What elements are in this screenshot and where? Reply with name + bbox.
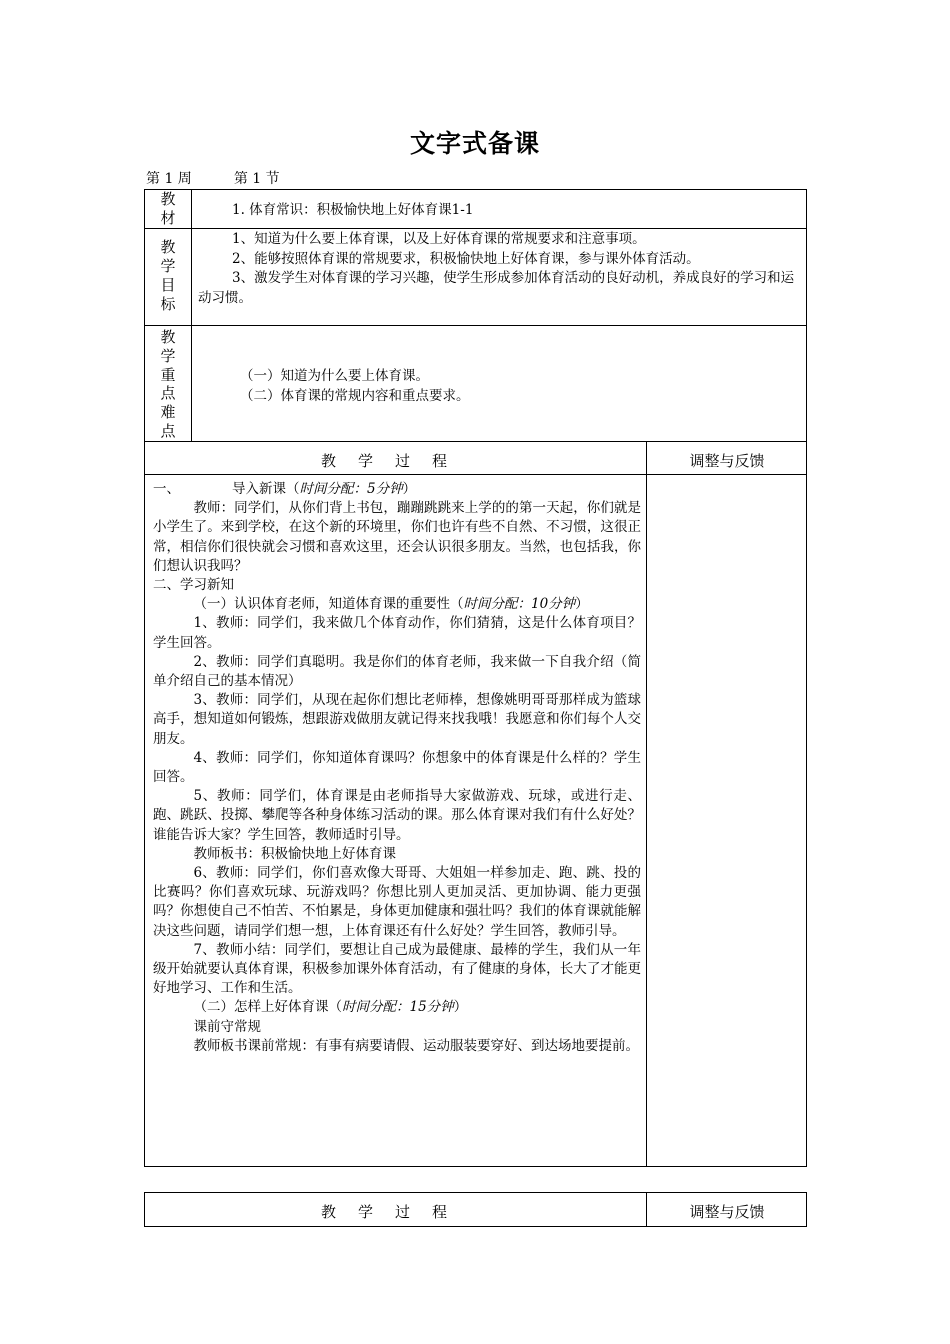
step-item: 2、教师：同学们真聪明。我是你们的体育老师，我来做一下自我介绍（简单介绍自己的基本情况） — [153, 653, 641, 690]
focus-item: （一）知道为什么要上体育课。 — [240, 368, 429, 384]
objective-item: 1、知道为什么要上体育课，以及上好体育课的常规要求和注意事项。 — [232, 231, 646, 247]
process-content — [153, 480, 641, 1056]
objectives-label: 教 学 目 标 — [160, 238, 176, 313]
process-header-continued: 教学过程 — [320, 1203, 469, 1221]
part1-title: （一）认识体育老师，知道体育课的重要性（时间分配：10分钟） — [193, 596, 589, 613]
rules-heading: 课前守常规 — [193, 1018, 261, 1035]
week-section-line — [146, 168, 280, 188]
intro-heading: 一、 导入新课（时间分配：5分钟） — [153, 481, 417, 497]
step-item: 7、教师小结：同学们，要想让自己成为最健康、最棒的学生，我们从一年级开始就要认真体育课，积极参加课外体育活动，有了健康的身体，长大了才能更好地学习、工作和生活。 — [153, 941, 641, 997]
step-item: 6、教师：同学们，你们喜欢像大哥哥、大姐姐一样参加走、跑、跳、投的比赛吗？你们喜欢玩球、玩游戏吗？你想比别人更加灵活、更加协调、能力更强吗？你想使自己不怕苦、不怕累是，身体更加健康和强壮吗？我们的体育课就能解决这些问题，请同学们想一想，上体育课还有什么好处？学生回答，教师引导。 — [153, 865, 641, 939]
new-knowledge-heading: 二、学习新知 — [153, 577, 234, 594]
material-label: 教 材 — [160, 190, 176, 227]
feedback-header: 调整与反馈 — [689, 452, 765, 470]
material-text: 1. 体育常识：积极愉快地上好体育课1-1 — [232, 202, 474, 218]
objective-item: 3、激发学生对体育课的学习兴趣，使学生形成参加体育活动的良好动机，养成良好的学习和运动习惯。 — [198, 270, 795, 306]
step-item: 3、教师：同学们，从现在起你们想比老师棒，想像姚明哥哥那样成为篮球高手，想知道如何锻炼，想跟游戏做朋友就记得来找我哦！我愿意和你们每个人交朋友。 — [153, 692, 641, 747]
part2-title: （二）怎样上好体育课（时间分配：15分钟） — [193, 999, 468, 1016]
rules-text: 教师板书课前常规：有事有病要请假、运动服装要穿好、到达场地要提前。 — [193, 1037, 639, 1054]
week-label: 第 1 周 — [146, 171, 192, 187]
section-label: 第 1 节 — [233, 171, 280, 187]
focus-text — [240, 366, 470, 406]
objective-item: 2、能够按照体育课的常规要求，积极愉快地上好体育课，参与课外体育活动。 — [232, 250, 700, 267]
feedback-header-continued: 调整与反馈 — [689, 1203, 765, 1221]
step-item: 5、教师：同学们，体育课是由老师指导大家做游戏、玩球，或进行走、跑、跳跃、投掷、攀爬等各种身体练习活动的课。那么体育课对我们有什么好处？谁能告诉大家？学生回答，教师适时引导。 — [153, 788, 641, 843]
step-item: 1、教师：同学们，我来做几个体育动作，你们猜猜，这是什么体育项目？学生回答。 — [153, 615, 641, 651]
focus-label: 教 学 重 点 难 点 — [160, 328, 176, 440]
process-header: 教学过程 — [320, 452, 469, 470]
page-title: 文字式备课 — [409, 129, 540, 158]
step-item: 4、教师：同学们，你知道体育课吗？你想象中的体育课是什么样的？学生回答。 — [153, 749, 641, 786]
intro-text: 教师：同学们，从你们背上书包，蹦蹦跳跳来上学的的第一天起，你们就是小学生了。来到学校，在这个新的环境里，你们也许有些不自然、不习惯，这很正常，相信你们很快就会习惯和喜欢这里，还会认识很多朋友。当然，也包括我，你们想认识我吗？ — [153, 500, 641, 574]
focus-item: （二）体育课的常规内容和重点要求。 — [240, 388, 470, 404]
objectives-text — [198, 230, 798, 308]
board-note: 教师板书：积极愉快地上好体育课 — [193, 845, 396, 862]
